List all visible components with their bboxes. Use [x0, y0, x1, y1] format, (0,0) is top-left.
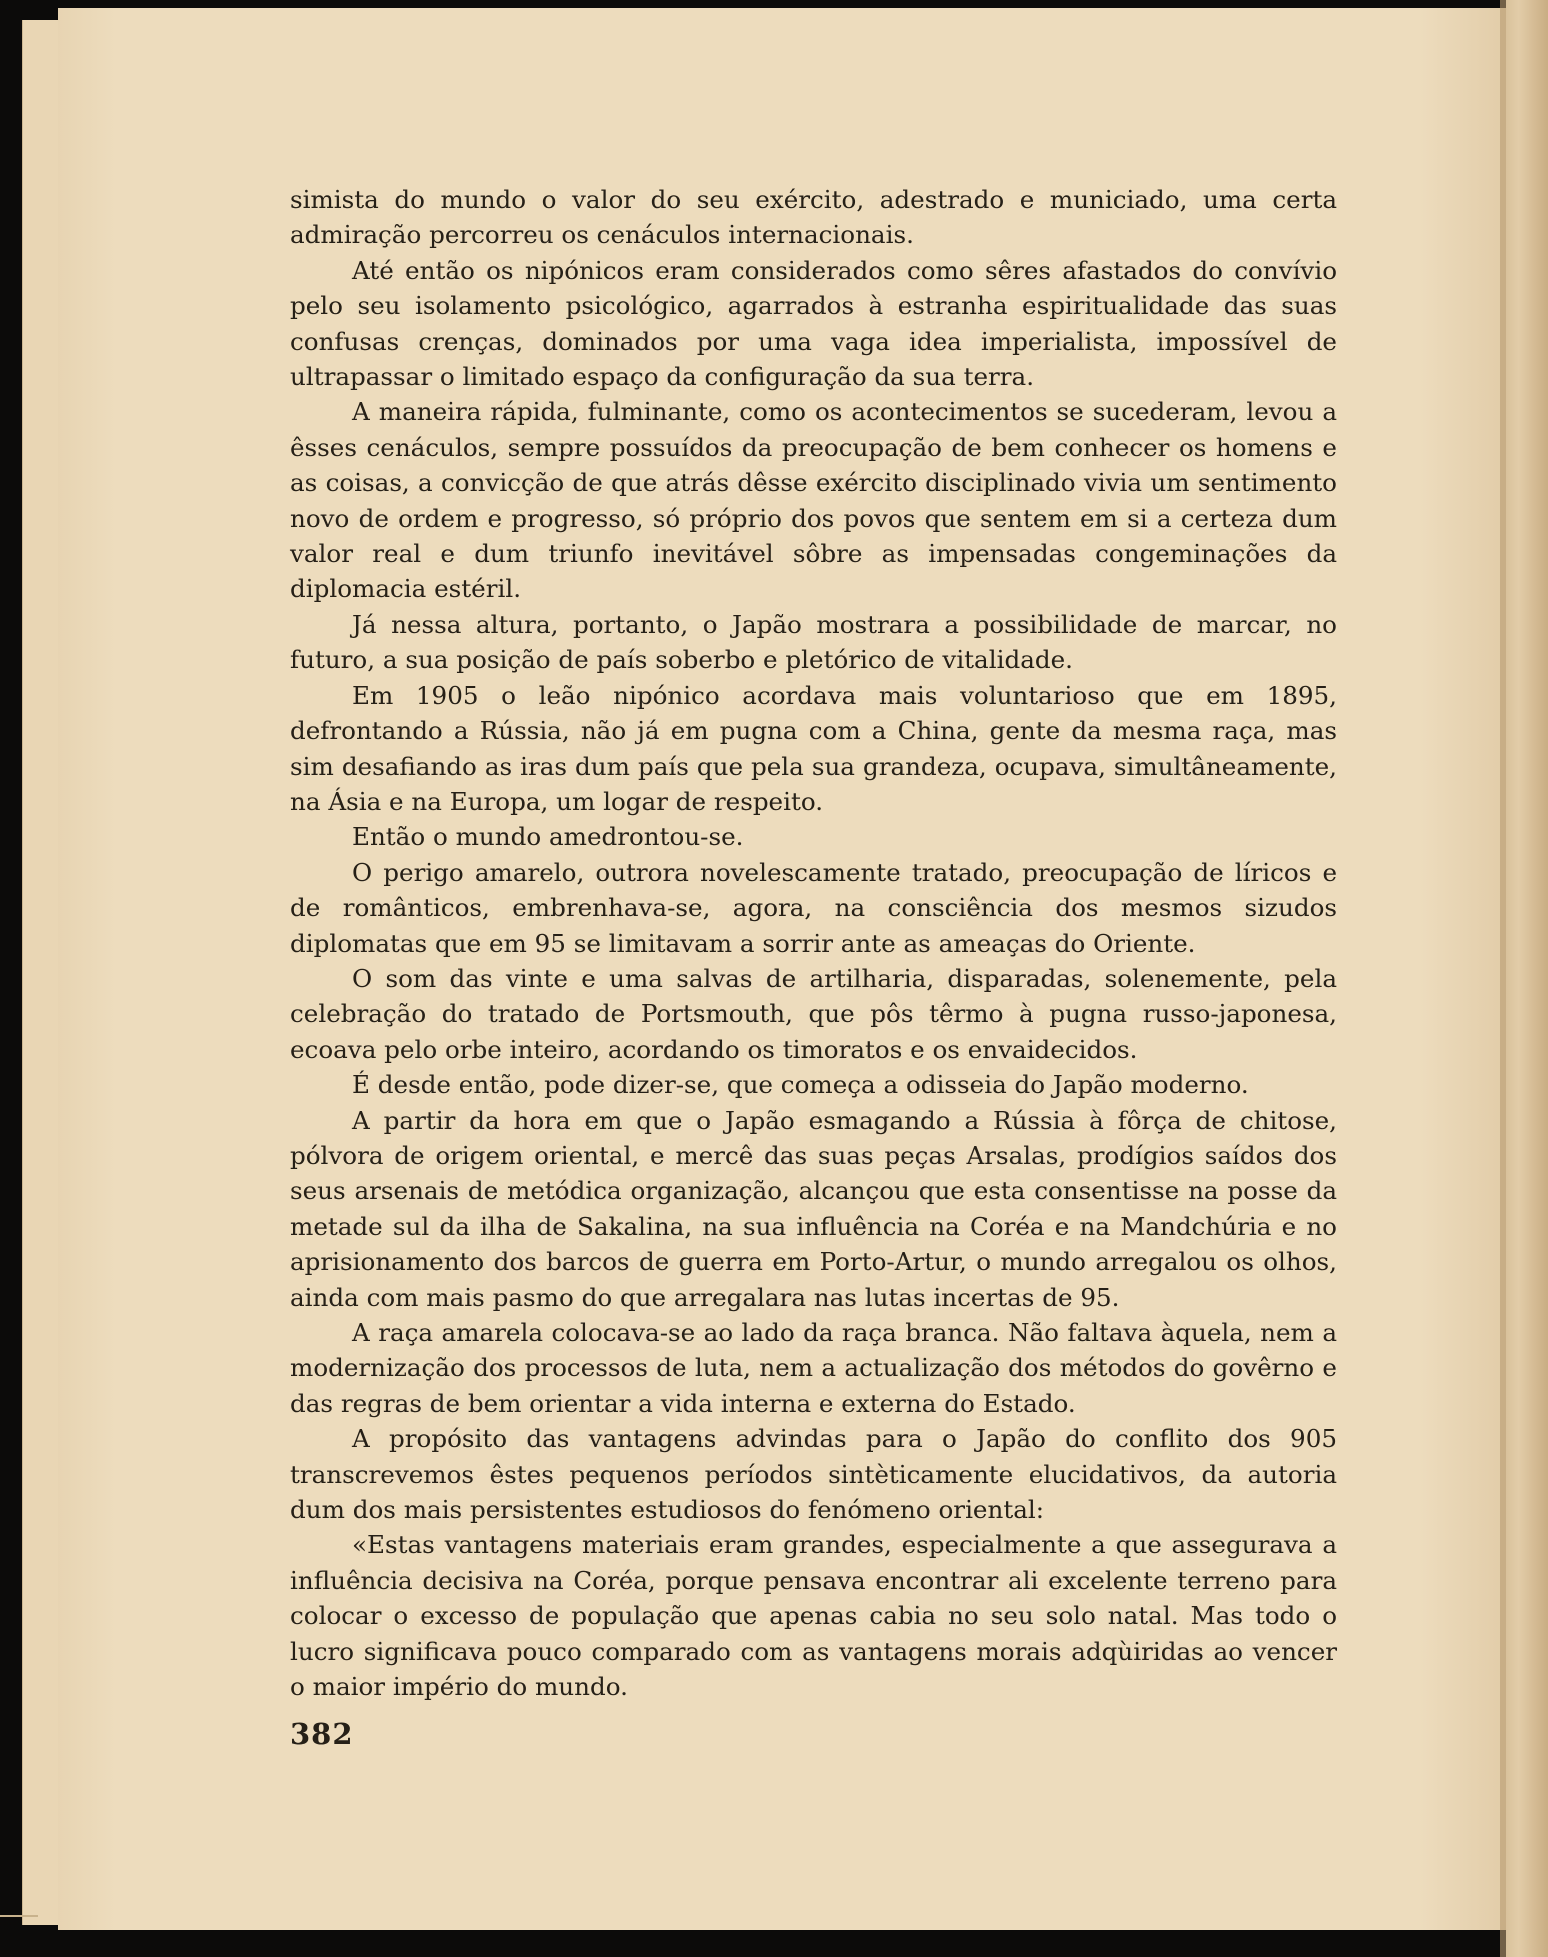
paragraph: Então o mundo amedrontou-se.	[352, 822, 744, 852]
paragraph: O som das vinte e uma salvas de artilharia, disparadas, solenemente, pela celebração do tratado de Portsmouth, que pôs têrmo à pugna russo-japonesa, ecoava pelo orbe inteiro, acordando os timoratos e os envaidecidos.	[290, 963, 1337, 1064]
paragraph: A maneira rápida, fulminante, como os acontecimentos se sucederam, levou a êsses cenáculos, sempre possuídos da preocupação de bem conhecer os homens e as coisas, a convicção de que atrás dêsse exército disciplinado vivia um sentimento novo de ordem e progresso, só próprio dos povos que sentem em si a certeza dum valor real e dum triunfo inevitável sôbre as impensadas congeminações da diplomacia estéril.	[290, 397, 1337, 604]
edge-mark	[0, 1915, 38, 1917]
paragraph: A raça amarela colocava-se ao lado da raça branca. Não faltava àquela, nem a modernização dos processos de luta, nem a actualização dos métodos do govêrno e das regras de bem orientar a vida interna e externa do Estado.	[290, 1318, 1337, 1418]
paragraph: A propósito das vantagens advindas para o Japão do conflito dos 905 transcrevemos êstes pequenos períodos sintèticamente elucidativos, da autoria dum dos mais persistentes estudiosos do fenómeno oriental:	[290, 1424, 1337, 1525]
paragraph: simista do mundo o valor do seu exército, adestrado e municiado, uma certa admiração percorreu os cenáculos internacionais.	[290, 185, 1337, 250]
paragraph: Já nessa altura, portanto, o Japão mostrara a possibilidade de marcar, no futuro, a sua posição de país soberbo e pletórico de vitalidade.	[290, 609, 1337, 675]
paragraph: É desde então, pode dizer-se, que começa a odisseia do Japão moderno.	[352, 1070, 1249, 1100]
next-page-edge	[1506, 0, 1548, 1957]
paragraph: Em 1905 o leão nipónico acordava mais voluntarioso que em 1895, defrontando a Rússia, não já em pugna com a China, gente da mesma raça, mas sim desafiando as iras dum país que pela sua grandeza, ocupava, simultâneamente, na Ásia e na Europa, um logar de respeito.	[290, 680, 1337, 816]
paragraph: A partir da hora em que o Japão esmagando a Rússia à fôrça de chitose, pólvora de origem oriental, e mercê das suas peças Arsalas, prodígios saídos dos seus arsenais de metódica organização, alcançou que esta consentisse na posse da metade sul da ilha de Sakalina, na sua influência na Coréa e na Mandchúria e no aprisionamento dos barcos de guerra em Porto-Artur, o mundo arregalou os olhos, ainda com mais pasmo do que arregalara nas lutas incertas de 95.	[290, 1105, 1337, 1312]
paragraph: O perigo amarelo, outrora novelescamente tratado, preocupação de líricos e de românticos, embrenhava-se, agora, na consciência dos mesmos sizudos diplomatas que em 95 se limitavam a sorrir ante as ameaças do Oriente.	[290, 857, 1337, 958]
paragraph: «Estas vantagens materiais eram grandes, especialmente a que assegurava a influência decisiva na Coréa, porque pensava encontrar ali excelente terreno para colocar o excesso de população que apenas cabia no seu solo natal. Mas todo o lucro significava pouco comparado com as vantagens morais adqùiridas ao vencer o maior império do mundo.	[290, 1530, 1337, 1702]
paragraph: Até então os nipónicos eram considerados como sêres afastados do convívio pelo seu isolamento psicológico, agarrados à estranha espiritualidade das suas confusas crenças, dominados por uma vaga idea imperialista, impossível de ultrapassar o limitado espaço da configuração da sua terra.	[290, 255, 1337, 392]
body-text	[290, 182, 1337, 1704]
page-number: 382	[290, 1717, 354, 1751]
